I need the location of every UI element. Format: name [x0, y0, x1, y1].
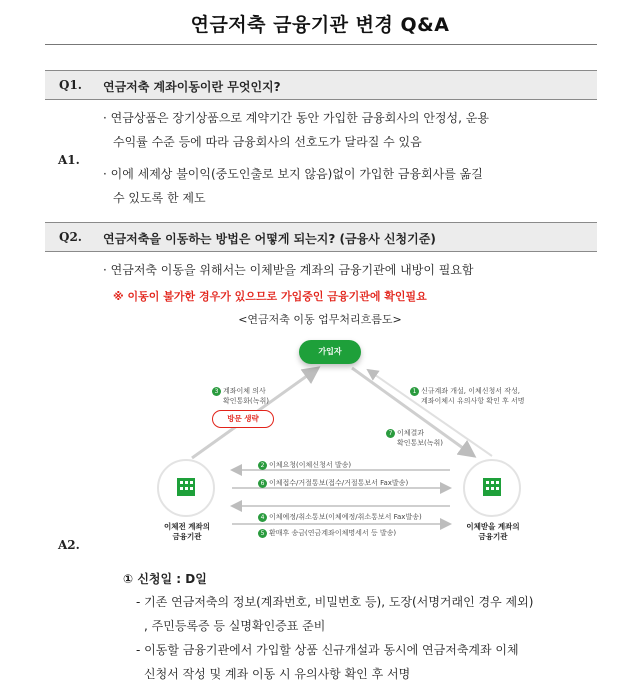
- application-day-heading: ① 신청일 : D일: [123, 572, 207, 586]
- application-item-1: - 기존 연금저축의 정보(계좌번호, 비밀번호 등), 도장(서명거래인 경우 제외) , 주민등록증 등 실명확인증표 준비: [136, 595, 534, 633]
- answer-label-1: A1.: [58, 153, 80, 167]
- left-bank-label: 이체전 계좌의 금융기관: [163, 522, 211, 541]
- right-bank-label: 이체받을 계좌의 금융기관: [466, 522, 520, 541]
- question-text: 연금저축 계좌이동이란 무엇인지?: [103, 80, 281, 94]
- page-title: 연금저축 금융기관 변경 Q&A: [190, 14, 450, 36]
- step-7-label: 7 이체결과 확인통보(녹취): [386, 428, 443, 448]
- transfer-flow-diagram: [140, 330, 540, 550]
- step-3-label: 3 계좌이체 의사 확인통화(녹취): [212, 386, 269, 406]
- question-number: Q1.: [59, 78, 82, 92]
- answer-label-2: A2.: [58, 538, 80, 552]
- diagram-caption: <연금저축 이동 업무처리흐름도>: [238, 313, 402, 326]
- building-icon: [177, 478, 195, 496]
- step-5-label: 5 환매후 송금(연금계좌이체명세서 등 발송): [258, 528, 396, 538]
- step-4-label: 4 이체예정/취소통보(이체예정/취소통보서 Fax발송): [258, 512, 422, 522]
- question-number: Q2.: [59, 230, 82, 244]
- title-divider: [45, 44, 597, 45]
- question-text: 연금저축을 이동하는 방법은 어떻게 되는지? (금융사 신청기준): [103, 232, 436, 246]
- answer-1-bullet-1: · 연금상품은 장기상품으로 계약기간 동안 가입한 금융회사의 안정성, 운용 수익률 수준 등에 따라 금융회사의 선호도가 달라질 수 있음: [103, 111, 489, 149]
- application-item-2: - 이동할 금융기관에서 가입할 상품 신규개설과 동시에 연금저축계좌 이체 신청서 작성 및 계좌 이동 시 유의사항 확인 후 서명: [136, 643, 519, 681]
- answer-2-bullet: · 연금저축 이동을 위해서는 이체받을 계좌의 금융기관에 내방이 필요함: [103, 263, 474, 277]
- step-2-label: 2 이체요청(이체신청서 발송): [258, 460, 351, 470]
- step-1-label: 1 신규계좌 개설, 이체신청서 작성, 계좌이체시 유의사항 확인 후 서명: [410, 386, 525, 406]
- visit-skip-badge: 방문 생략: [212, 410, 274, 428]
- question-row-2: [45, 222, 597, 252]
- step-6-label: 6 이체접수/거절통보(접수/거절통보서 Fax발송): [258, 478, 408, 488]
- answer-1-bullet-2: · 이에 세제상 불이익(중도인출로 보지 않음)없이 가입한 금융회사를 옮길 수 있도록 한 제도: [103, 167, 483, 205]
- warning-note: ※ 이동이 불가한 경우가 있으므로 가입중인 금융기관에 확인필요: [113, 290, 427, 303]
- subscriber-node: 가입자: [299, 340, 361, 364]
- question-row-1: [45, 70, 597, 100]
- building-icon: [483, 478, 501, 496]
